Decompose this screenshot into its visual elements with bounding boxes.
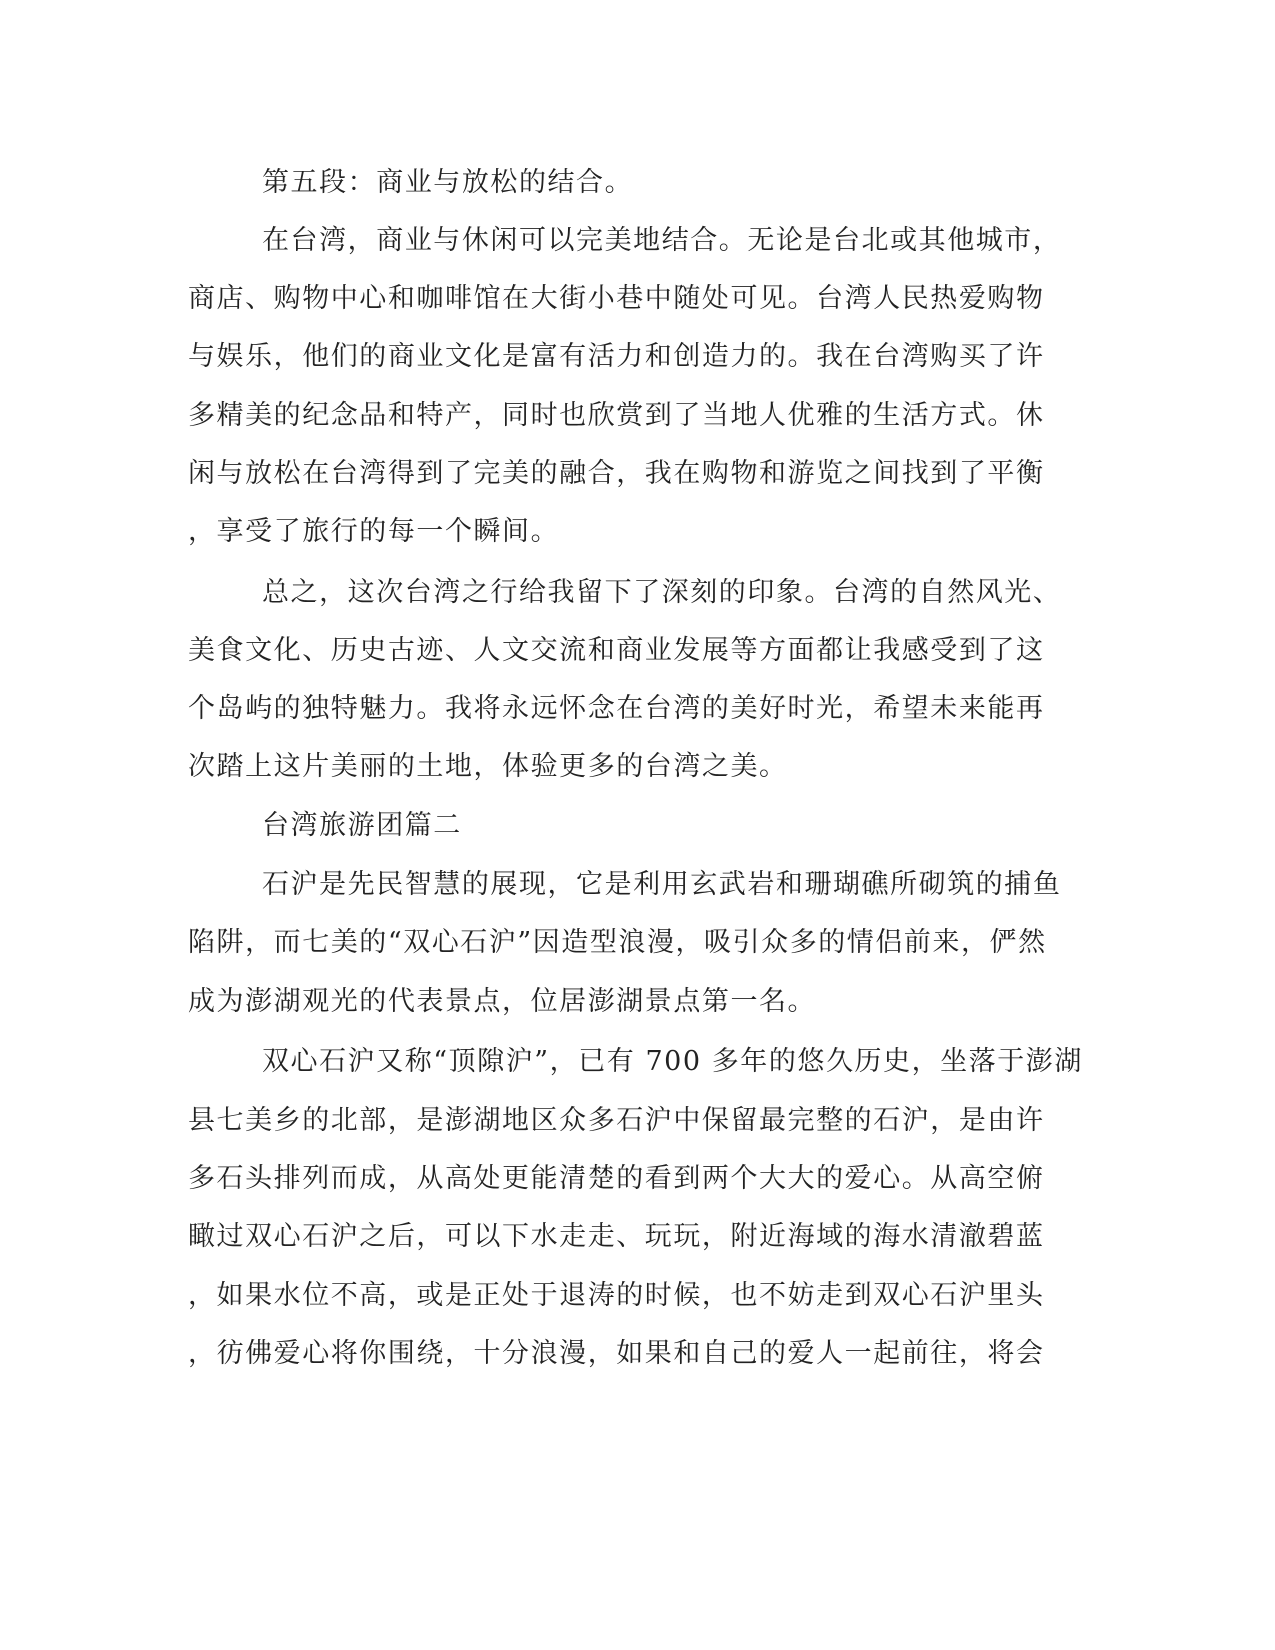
text-line: 商店、购物中心和咖啡馆在大街小巷中随处可见。台湾人民热爱购物 — [188, 283, 1045, 314]
text-line: 在台湾，商业与休闲可以完美地结合。无论是台北或其他城市， — [262, 225, 1062, 256]
text-line: 闲与放松在台湾得到了完美的融合，我在购物和游览之间找到了平衡 — [188, 458, 1045, 489]
text-line: 县七美乡的北部，是澎湖地区众多石沪中保留最完整的石沪，是由许 — [188, 1105, 1045, 1136]
paragraph-heading-section-five: 第五段：商业与放松的结合。 — [262, 167, 634, 198]
text-line: ，享受了旅行的每一个瞬间。 — [188, 516, 560, 547]
text-line: 多精美的纪念品和特产，同时也欣赏到了当地人优雅的生活方式。休 — [188, 400, 1045, 431]
text-line: ，如果水位不高，或是正处于退涛的时候，也不妨走到双心石沪里头 — [188, 1280, 1045, 1311]
text-line: 陷阱，而七美的“双心石沪”因造型浪漫，吸引众多的情侣前来，俨然 — [188, 927, 1047, 958]
text-line: 与娱乐，他们的商业文化是富有活力和创造力的。我在台湾购买了许 — [188, 341, 1045, 372]
text-line: 个岛屿的独特魅力。我将永远怀念在台湾的美好时光，希望未来能再 — [188, 693, 1045, 724]
text-line: 总之，这次台湾之行给我留下了深刻的印象。台湾的自然风光、 — [262, 577, 1062, 608]
text-line: 双心石沪又称“顶隙沪”，已有 700 多年的悠久历史，坐落于澎湖 — [262, 1046, 1083, 1077]
text-line: 次踏上这片美丽的土地，体验更多的台湾之美。 — [188, 751, 788, 782]
text-line: 石沪是先民智慧的展现，它是利用玄武岩和珊瑚礁所砌筑的捕鱼 — [262, 869, 1062, 900]
text-line: 美食文化、历史古迹、人文交流和商业发展等方面都让我感受到了这 — [188, 635, 1045, 666]
text-line: ，彷佛爱心将你围绕，十分浪漫，如果和自己的爱人一起前往，将会 — [188, 1338, 1045, 1369]
section-title-part-two: 台湾旅游团篇二 — [262, 810, 462, 841]
text-line: 多石头排列而成，从高处更能清楚的看到两个大大的爱心。从高空俯 — [188, 1163, 1045, 1194]
text-line: 瞰过双心石沪之后，可以下水走走、玩玩，附近海域的海水清澈碧蓝 — [188, 1221, 1045, 1252]
text-line: 成为澎湖观光的代表景点，位居澎湖景点第一名。 — [188, 986, 817, 1017]
